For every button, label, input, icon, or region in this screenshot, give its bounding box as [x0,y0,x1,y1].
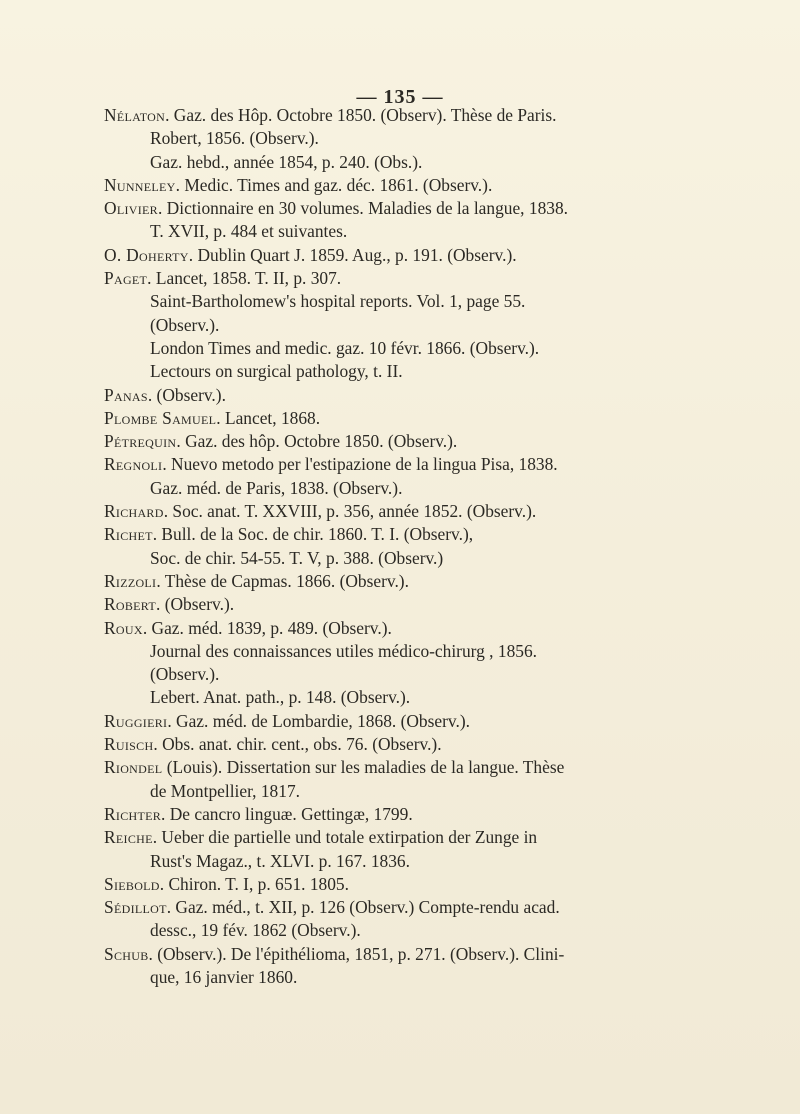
entry-author: Richard [104,501,164,522]
entry-text: . Chiron. T. I, p. 651. 1805. [159,873,349,894]
bibliography-entry [104,500,580,523]
bibliography-entry [104,756,580,779]
entry-author: Ruisch [104,734,154,755]
entry-text: . Ueber die partielle und totale extirpation der Zunge in [152,827,538,848]
bibliography-continuation [104,337,580,360]
bibliography-entry [104,593,580,616]
entry-author: Reiche [104,827,153,848]
bibliography-entry [104,244,580,267]
entry-author: Richet [104,524,153,545]
entry-text: . Lancet, 1868. [216,407,321,428]
entry-text: Rust's Magaz., t. XLVI. p. 167. 1836. [150,850,410,871]
entry-text: . Dublin Quart J. 1859. Aug., p. 191. (Observ.). [188,244,517,265]
entry-text: Robert, 1856. (Observ.). [150,128,319,149]
bibliography-continuation [104,640,580,663]
entry-author: Regnoli [104,454,163,475]
bibliography-continuation [104,780,580,803]
bibliography-entry [104,873,580,896]
entry-author: Roux [104,617,143,638]
entry-author: Nélaton [104,105,166,125]
bibliography-entry [104,943,580,966]
entry-text: . Bull. de la Soc. de chir. 1860. T. I. (Observ.), [152,524,474,545]
bibliography-continuation [104,966,580,989]
bibliography-entry [104,570,580,593]
entry-text: . Dictionnaire en 30 volumes. Maladies de la langue, 1838. [157,198,569,219]
entry-text: . Thèse de Capmas. 1866. (Observ.). [156,570,409,591]
bibliography-entry [104,617,580,640]
entry-text: Saint-Bartholomew's hospital reports. Vol. 1, page 55. [150,291,526,312]
entry-author: Sédillot [104,897,167,918]
bibliography-continuation [104,663,580,686]
entry-author: Riondel [104,757,163,778]
entry-author: Ruggieri [104,710,168,731]
entry-author: Siebold [104,873,160,894]
bibliography-entry [104,523,580,546]
bibliography-continuation [104,151,580,174]
bibliography-entry [104,384,580,407]
bibliography-continuation [104,477,580,500]
entry-author: Pétrequin [104,431,177,452]
entry-author: O. Doherty [104,244,189,265]
bibliography-entry [104,430,580,453]
entry-text: . (Observ.). [156,594,235,615]
entry-text: Lectours on surgical pathology, t. II. [150,361,403,382]
entry-text: Lebert. Anat. path., p. 148. (Observ.). [150,687,411,708]
entry-text: (Observ.). [150,664,220,685]
bibliography-continuation [104,290,580,313]
entry-text: T. XVII, p. 484 et suivantes. [150,221,348,242]
entry-text: . Soc. anat. T. XXVIII, p. 356, année 1852. (Observ.). [163,501,537,522]
entry-text: . Gaz. méd., t. XII, p. 126 (Observ.) Compte-rendu acad. [166,897,560,918]
bibliography-entry [104,826,580,849]
entry-author: Paget [104,268,148,289]
bibliography-entry [104,710,580,733]
entry-author: Schub [104,943,149,964]
entry-text: Soc. de chir. 54-55. T. V, p. 388. (Observ.) [150,547,444,568]
entry-author: Rizzoli [104,570,157,591]
entry-text: . Gaz. des Hôp. Octobre 1850. (Observ). Thèse de Paris. [165,105,557,125]
entry-text: (Louis). Dissertation sur les maladies de la langue. Thèse [162,757,565,778]
entry-text: . (Observ.). De l'épithélioma, 1851, p. 271. (Observ.). Clini- [148,943,565,964]
entry-author: Robert [104,594,157,615]
bibliography-continuation [104,314,580,337]
bibliography-entry [104,407,580,430]
entry-text: que, 16 janvier 1860. [150,966,298,987]
bibliography-continuation [104,686,580,709]
bibliography-entry [104,733,580,756]
entry-text: . Lancet, 1858. T. II, p. 307. [147,268,342,289]
entry-text: . Nuevo metodo per l'estipazione de la lingua Pisa, 1838. [162,454,558,475]
bibliography-continuation [104,220,580,243]
bibliography-continuation [104,547,580,570]
bibliography-entry [104,453,580,476]
bibliography-entry [104,174,580,197]
entry-text: . (Observ.). [147,384,226,405]
bibliography-entry [104,197,580,220]
entry-text: . Obs. anat. chir. cent., obs. 76. (Observ.). [153,734,442,755]
bibliography-continuation [104,127,580,150]
entry-author: Nunneley [104,174,176,195]
entry-text: . Gaz. des hôp. Octobre 1850. (Observ.). [176,431,458,452]
bibliography-continuation [104,360,580,383]
bibliography-entry [104,896,580,919]
entry-author: Olivier [104,198,158,219]
entry-text: dessc., 19 fév. 1862 (Observ.). [150,920,361,941]
entry-author: Panas [104,384,148,405]
bibliography-entry [104,267,580,290]
entry-author: Plombe Samuel [104,407,217,428]
bibliography-entry [104,803,580,826]
entry-text: Gaz. hebd., année 1854, p. 240. (Obs.). [150,151,423,172]
entry-text: . Medic. Times and gaz. déc. 1861. (Observ.). [175,174,493,195]
entry-text: London Times and medic. gaz. 10 févr. 1866. (Observ.). [150,337,540,358]
entry-text: . Gaz. méd. 1839, p. 489. (Observ.). [142,617,392,638]
entry-text: Journal des connaissances utiles médico-chirurg , 1856. [150,640,538,661]
page-number: — 135 — [356,86,444,108]
entry-text: de Montpellier, 1817. [150,780,300,801]
entry-text: . De cancro linguæ. Gettingæ, 1799. [161,803,413,824]
entry-text: . Gaz. méd. de Lombardie, 1868. (Observ.). [167,710,470,731]
bibliography-entry [104,104,580,127]
entry-text: Gaz. méd. de Paris, 1838. (Observ.). [150,477,403,498]
bibliography-continuation [104,850,580,873]
bibliography-continuation [104,919,580,942]
entry-text: (Observ.). [150,314,220,335]
bibliography-list [104,104,580,989]
entry-author: Richter [104,803,162,824]
